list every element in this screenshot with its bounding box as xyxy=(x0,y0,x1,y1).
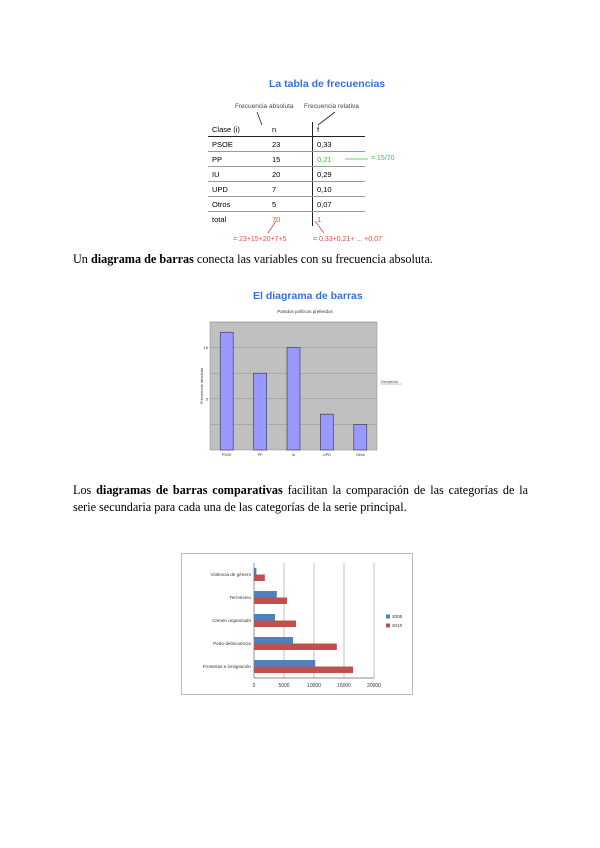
abs-freq-cell: n xyxy=(268,122,313,137)
bar xyxy=(287,348,300,450)
clase-cell: UPD xyxy=(208,182,268,197)
category-label: Terrorismo xyxy=(229,595,251,600)
clase-cell: PP xyxy=(208,152,268,167)
abs-freq-cell: 7 xyxy=(268,182,313,197)
freq-row xyxy=(208,122,365,137)
clase-cell: IU xyxy=(208,167,268,182)
legend-swatch xyxy=(386,624,390,628)
rel-freq-cell: 1 xyxy=(313,212,366,227)
x-tick-label: 20000 xyxy=(367,683,381,689)
bar-2005 xyxy=(254,614,275,621)
rel-freq-cell: 0,10 xyxy=(313,182,366,197)
pp-annotation: = 15/70 xyxy=(371,155,395,162)
rel-freq-cell: 0,29 xyxy=(313,167,366,182)
freq-row xyxy=(208,137,365,152)
freq-row xyxy=(208,167,365,182)
legend-label: 2005 xyxy=(392,614,403,619)
bar-chart-title: Partidos políticos preferidos xyxy=(277,309,333,314)
bar-figure-title: El diagrama de barras xyxy=(253,290,363,302)
category-label: Violencia de género xyxy=(210,572,251,577)
x-tick-label: PP xyxy=(257,453,263,457)
bar-2010 xyxy=(254,621,296,628)
sum-n-annotation: = 23+15+20+7+5 xyxy=(233,236,287,243)
bar-2010 xyxy=(254,598,287,605)
bar xyxy=(220,332,233,450)
paragraph-bar-diagram: Un diagrama de barras conecta las variables con su frecuencia absoluta. xyxy=(73,252,433,266)
freq-row xyxy=(208,152,365,167)
bar xyxy=(320,414,333,450)
freq-figure-title: La tabla de frecuencias xyxy=(269,78,386,90)
bar-2005 xyxy=(254,591,277,598)
term-comparative-bars: diagramas de barras comparativas xyxy=(96,483,283,497)
x-tick-label: 15000 xyxy=(337,683,351,689)
label-abs-frequency: Frecuencia absoluta xyxy=(235,103,294,110)
clase-cell: PSOE xyxy=(208,137,268,152)
clase-cell: Otros xyxy=(208,197,268,212)
x-tick-label: PSOE xyxy=(221,453,232,457)
rel-freq-cell: f xyxy=(313,122,366,137)
x-tick-label: Otros xyxy=(355,453,365,457)
legend-swatch xyxy=(386,615,390,619)
y-axis-label: Frecuencia absoluta xyxy=(199,367,204,405)
rel-freq-cell: 0,07 xyxy=(313,197,366,212)
term-bar-diagram: diagrama de barras xyxy=(90,252,194,266)
x-tick-label: 0 xyxy=(252,683,256,689)
bar-2010 xyxy=(254,575,265,582)
bar xyxy=(354,424,367,450)
bar-2010 xyxy=(254,667,353,674)
bar xyxy=(254,373,267,450)
category-label: Fronteras e inmigración xyxy=(202,664,251,669)
bar-2005 xyxy=(254,660,315,667)
frequency-table xyxy=(208,122,365,226)
category-label: Pedo-delincuencia xyxy=(213,641,251,646)
category-label: Crimen organizado xyxy=(212,618,251,623)
bar-chart xyxy=(195,305,420,457)
comparative-bar-chart xyxy=(181,553,413,695)
abs-freq-cell: 23 xyxy=(268,137,313,152)
freq-row xyxy=(208,182,365,197)
rel-freq-cell: 0,21 xyxy=(313,152,366,167)
x-tick-label: 10000 xyxy=(307,683,321,689)
abs-freq-cell: 15 xyxy=(268,152,313,167)
freq-row xyxy=(208,212,365,227)
bar-2010 xyxy=(254,644,337,651)
bar-2005 xyxy=(254,637,293,644)
x-tick-label: UPD xyxy=(323,453,331,457)
clase-cell: Clase (i) xyxy=(208,122,268,137)
sum-f-annotation: = 0,33+0,21+ ... +0,07 xyxy=(313,236,382,243)
bar-2005 xyxy=(254,568,256,575)
x-tick-label: IU xyxy=(291,453,296,457)
y-tick-label: 15 xyxy=(203,345,208,351)
clase-cell: total xyxy=(208,212,268,227)
abs-freq-cell: 20 xyxy=(268,167,313,182)
legend-label: 2010 xyxy=(392,623,403,628)
abs-freq-cell: 70 xyxy=(268,212,313,227)
rel-freq-cell: 0,33 xyxy=(313,137,366,152)
legend-label: Frecuencia xyxy=(381,380,398,384)
x-tick-label: 5000 xyxy=(278,683,290,689)
abs-freq-cell: 5 xyxy=(268,197,313,212)
paragraph-comparative-bars: Los diagramas de barras comparativas facilitan la comparación de las categorías de la serie secundaria para cada una de las categorías de la serie principal. xyxy=(73,483,529,514)
freq-row xyxy=(208,197,365,212)
label-rel-frequency: Frecuencia relativa xyxy=(304,103,359,110)
y-tick-label: 5 xyxy=(205,396,208,402)
